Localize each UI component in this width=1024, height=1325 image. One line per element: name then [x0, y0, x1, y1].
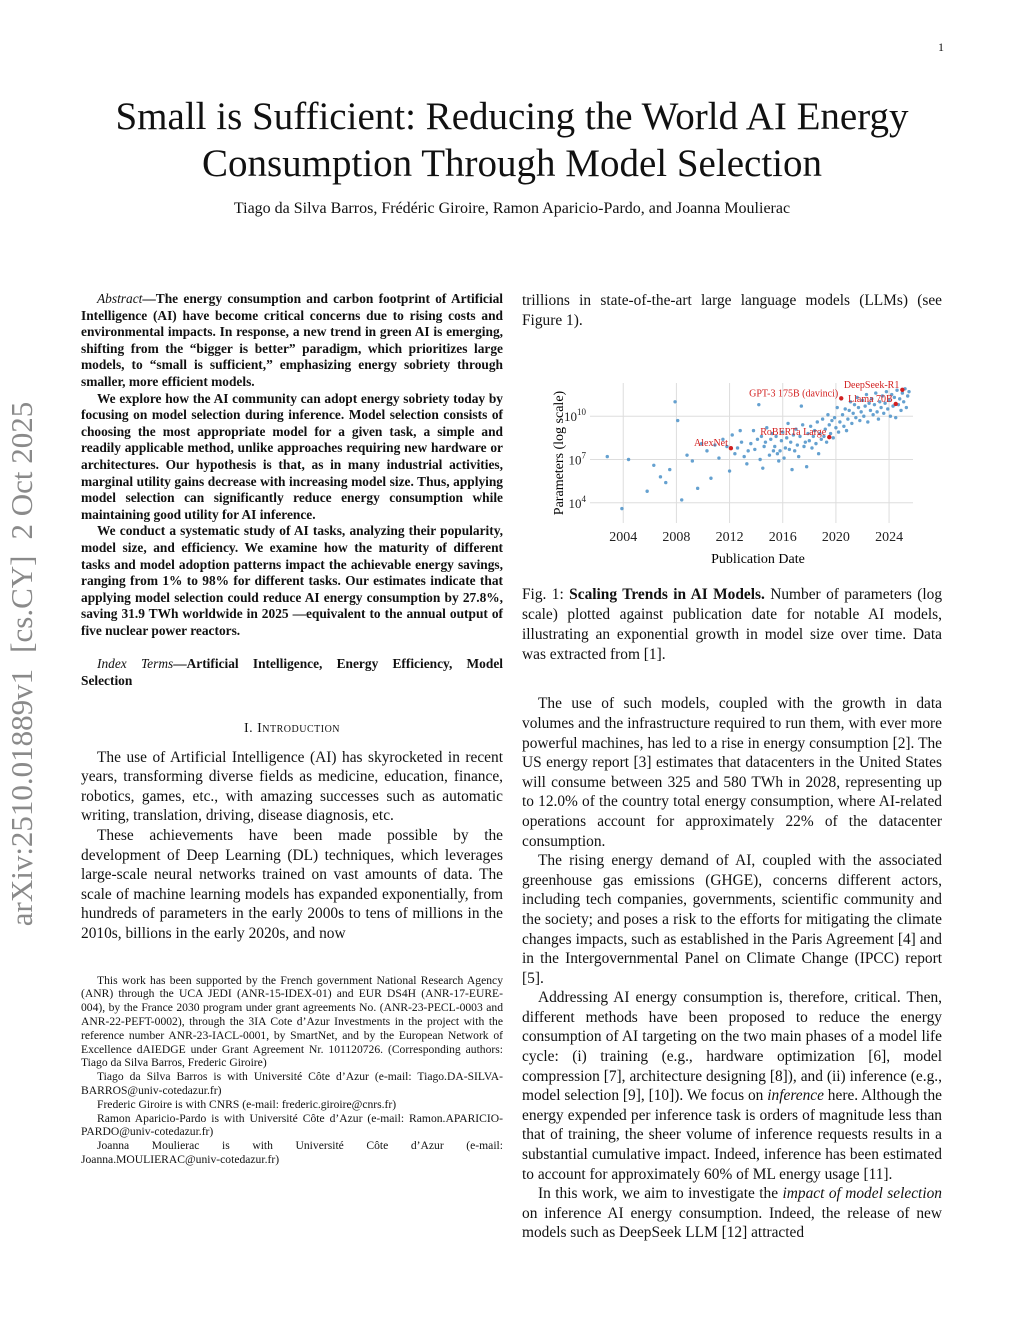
data-point [850, 422, 853, 425]
data-point [673, 400, 676, 403]
abstract-paragraph-3: We conduct a systematic study of AI tasks, analyzing their popularity, model size, and efficiency. We examine how the maturity of different tasks and model adoption patterns impact the achievable energy savings, ranging from 1% to 98% for different tasks. Our estimates indicate that applying model selection could reduce AI energy consumption by 27.8%, saving 31.9 TWh worldwide in 2025 —equivalent to the annual output of five nuclear power reactors. [81, 523, 503, 638]
data-point [664, 481, 667, 484]
highlight-point [839, 396, 843, 400]
data-point [659, 475, 662, 478]
arxiv-id: arXiv:2510.01889v1 [4, 668, 39, 927]
data-point [907, 390, 910, 393]
data-point [886, 407, 889, 410]
data-point [858, 419, 861, 422]
data-point [842, 425, 845, 428]
chart-points [606, 387, 911, 510]
data-point [757, 403, 760, 406]
data-point [838, 420, 841, 423]
intro-paragraph-1: The use of Artificial Intelligence (AI) has skyrocketed in recent years, transforming diverse fields as medicine, education, finance, robotics, games, etc., with amazing successes such as automatic writing, translation, driving, disease diagnosis, etc. [81, 748, 503, 825]
data-point [789, 441, 792, 444]
data-point [857, 406, 860, 409]
data-point [780, 439, 783, 442]
data-point [826, 413, 829, 416]
data-point [871, 413, 874, 416]
data-point [841, 413, 844, 416]
data-point [739, 429, 742, 432]
data-point [645, 490, 648, 493]
annotation-label: RoBERTa Large [760, 427, 827, 439]
abstract-paragraph-2: We explore how the AI community can adopt energy sobriety today by focusing on model selection during inference. Model selection consists of choosing the most appropriate model for a given task, a simple and readily applicable method, unlike approaches requiring new hardware or architectures. Our hypothesis is that, as in many industrial activities, marginal utility gains decrease with increasing model size. Thus, applying model selection can significantly reduce energy consumption while maintaining good utility for AI inference. [81, 390, 503, 522]
data-point [705, 449, 708, 452]
data-point [746, 449, 749, 452]
annotation-label: DeepSeek-R1 [843, 379, 900, 391]
right-body [522, 694, 942, 1243]
data-point [893, 396, 896, 399]
data-point [834, 426, 837, 429]
y-tick-label: $10^7$ [568, 450, 586, 468]
data-point [802, 445, 805, 448]
section-heading-introduction: I. Introduction [243, 720, 341, 736]
data-point [859, 410, 862, 413]
data-point [620, 507, 623, 510]
data-point [854, 416, 857, 419]
footnote-author-2: Frederic Giroire is with CNRS (e-mail: frederic.giroire@cnrs.fr) [97, 1097, 397, 1111]
data-point [889, 415, 892, 418]
data-point [902, 400, 905, 403]
index-terms-label: Index Terms [97, 656, 174, 672]
y-axis-label: Parameters (log scale) [552, 390, 567, 516]
data-point [882, 412, 885, 415]
data-point [804, 441, 807, 444]
data-point [772, 449, 775, 452]
data-point [717, 457, 720, 460]
data-point [676, 419, 679, 422]
abstract-label: Abstract [97, 291, 143, 306]
data-point [846, 418, 849, 421]
figure-caption: Fig. 1: Scaling Trends in AI Models. Number of parameters (log scale) plotted against publication date for notable AI models, illustrating an exponential growth in model size over time. Data was extracted from [1]. [522, 586, 943, 663]
footnote-author-3: Ramon Aparicio-Pardo is with Université Côte d’Azur (e-mail: Ramon.APARICIO-PARDO@univ-cotedazur.fr) [81, 1111, 503, 1139]
data-point [731, 433, 734, 436]
intro-paragraph-2: These achievements have been made possible by the development of Deep Learning (DL) techniques, which leverages large-scale neural networks trained on vast amounts of data. The scale of machine learning models has expanded exponentially, from hundreds of parameters in the early 2000s to tens of millions in the 2010s, billions in the early 2020s, and now [81, 827, 503, 942]
data-point [784, 446, 787, 449]
data-point [768, 454, 771, 457]
data-point [845, 429, 848, 432]
author-list: Tiago da Silva Barros, Frédéric Giroire, Ramon Aparicio-Pardo, and Joanna Moulierac [233, 200, 791, 217]
data-point [788, 448, 791, 451]
scatter-chart [535, 375, 927, 565]
right-paragraph-3: Addressing AI energy consumption is, therefore, critical. Then, different methods have been proposed to reduce the energy consumption of AI targeting on the two main phases of a model life cycle: (i) training (e.g., hardware optimization [6], model compression [7], architecture designing [8]), and (ii) inference (e.g., model selection [9], [10]). We focus on inference here. Although the energy expended per inference task is orders of magnitude less than that of training, the sheer volume of inference requests results in a substantial cumulative impact. Indeed, inference has been estimated to account for approximately 60% of ML energy usage [11]. [522, 989, 942, 1183]
title-line-2: Consumption Through Model Selection [201, 142, 822, 185]
caption-title: Scaling Trends in AI Models. [569, 586, 765, 604]
data-point [749, 442, 752, 445]
title-line-1: Small is Sufficient: Reducing the World AI Energy [115, 95, 909, 138]
data-point [752, 429, 755, 432]
data-point [762, 445, 765, 448]
x-tick-label: 2016 [768, 530, 797, 546]
highlight-point [827, 435, 831, 439]
x-tick-label: 2024 [875, 530, 904, 546]
data-point [800, 405, 803, 408]
annotation-label: Llama 70B [848, 394, 893, 406]
data-point [753, 448, 756, 451]
x-axis-label: Publication Date [711, 552, 805, 566]
data-point [627, 458, 630, 461]
data-point [691, 459, 694, 462]
data-point [790, 468, 793, 471]
data-point [805, 465, 808, 468]
data-point [817, 452, 820, 455]
data-point [862, 415, 865, 418]
data-point [825, 441, 828, 444]
data-point [696, 487, 699, 490]
abstract [81, 291, 503, 639]
intro-paragraph-2-cont: trillions in state-of-the-art large language models (LLMs) (see Figure 1). [522, 292, 942, 329]
data-point [782, 457, 785, 460]
data-point [847, 409, 850, 412]
arxiv-stamp [2, 369, 42, 959]
arxiv-category: [cs.CY] [4, 555, 39, 653]
data-point [668, 468, 671, 471]
data-point [709, 477, 712, 480]
data-point [764, 441, 767, 444]
x-tick-label: 2020 [821, 530, 850, 546]
data-point [736, 446, 739, 449]
data-point [906, 394, 909, 397]
x-tick-label: 2012 [715, 530, 744, 546]
data-point [894, 416, 897, 419]
left-column [81, 291, 503, 1167]
right-paragraph-2: The rising energy demand of AI, coupled with the associated greenhouse gas emissions (GHGE), concerns different actors, including tech companies, governments, scientific community and the society; and poses a risk to the efforts for mitigating the climate changes impacts, such as established in the Paris Agreement [4] and in the Intergovernmental Panel on Climate Change (IPCC) report [5]. [522, 852, 942, 987]
data-point [796, 444, 799, 447]
data-point [801, 423, 804, 426]
data-point [742, 455, 745, 458]
data-point [836, 406, 839, 409]
data-point [810, 446, 813, 449]
arxiv-date: 2 Oct 2025 [4, 401, 39, 540]
data-point [786, 422, 789, 425]
data-point [833, 416, 836, 419]
data-point [877, 418, 880, 421]
data-point [685, 454, 688, 457]
data-point [851, 412, 854, 415]
highlight-point [894, 402, 898, 406]
data-point [793, 449, 796, 452]
figure-1 [535, 375, 942, 570]
data-point [828, 423, 831, 426]
right-paragraph-1: The use of such models, coupled with the growth in data volumes and the infrastructure required to run them, with ever more powerful machines, has led to a rise in energy consumption [2]. The US energy report [3] estimates that datacenters in the United States will consume between 325 and 580 TWh in 2028, representing up to 12.0% of the country total energy consumption, where AI-related operations account for approximately 22% of the datacenter consumption. [522, 695, 942, 850]
data-point [680, 498, 683, 501]
footnote-author-1: Tiago da Silva Barros is with Université Côte d’Azur (e-mail: Tiago.DA-SILVA-BARROS@univ-cotedazur.fr) [81, 1070, 503, 1097]
index-terms: Index Terms—Artificial Intelligence, Energy Efficiency, Model Selection [81, 656, 503, 689]
data-point [740, 441, 743, 444]
annotation-label: AlexNet [694, 438, 728, 450]
data-point [898, 397, 901, 400]
right-column [522, 291, 942, 1243]
data-point [756, 438, 759, 441]
data-point [832, 436, 835, 439]
data-point [728, 470, 731, 473]
highlight-point [729, 446, 733, 450]
data-point [829, 432, 832, 435]
paper-title [60, 93, 964, 187]
data-point [821, 418, 824, 421]
x-tick-label: 2008 [662, 530, 691, 546]
data-point [866, 420, 869, 423]
data-point [758, 458, 761, 461]
data-point [879, 406, 882, 409]
data-point [733, 452, 736, 455]
data-point [761, 467, 764, 470]
data-point [777, 459, 780, 462]
chart-axes [564, 407, 903, 545]
data-point [869, 409, 872, 412]
data-point [778, 449, 781, 452]
y-tick-label: $10^{10}$ [564, 407, 586, 425]
data-point [816, 420, 819, 423]
data-point [773, 445, 776, 448]
page-number: 1 [938, 40, 944, 54]
annotation-label: GPT-3 175B (davinci) [749, 388, 839, 400]
right-paragraph-4: In this work, we aim to investigate the impact of model selection on inference AI energy consumption. Indeed, the release of new models such as DeepSeek LLM [12] attracted [522, 1185, 943, 1242]
data-point [844, 407, 847, 410]
data-point [606, 455, 609, 458]
data-point [905, 406, 908, 409]
x-tick-label: 2004 [609, 530, 638, 546]
abstract-paragraph-1: Abstract—The energy consumption and carbon footprint of Artificial Intelligence (AI) have become critical concerns due to rising costs and environmental impacts. In response, a new trend in green AI is emerging, shifting from the “bigger is better” paradigm, which prioritizes large models, to “small is sufficient,” emphasizing energy sobriety through smaller, more efficient models. [81, 291, 503, 389]
footnotes [81, 974, 503, 1167]
y-tick-label: $10^4$ [568, 493, 586, 511]
footnote-author-4: Joanna Moulierac is with Université Côte d’Azur (e-mail: Joanna.MOULIERAC@univ-cotedazur.fr) [81, 1139, 503, 1166]
highlight-point [900, 388, 904, 392]
intro-continuation [522, 291, 942, 330]
data-point [830, 419, 833, 422]
data-point [837, 431, 840, 434]
footnote-funding: This work has been supported by the French government National Research Agency (ANR) through the UCA JEDI (ANR-15-IDEX-01) and EUR DS4H (ANR-17-EURE-004), by the France 2030 program under grant agreements No. (ANR-23-PECL-0003 and ANR-22-PEFT-0002), through the 3IA Cote d’Azur Investments in the project with the reference number ANR-23-IACL-0001, by SmartNet, and by the European Network of Excellence dAIEDGE under Grant Agreement Nr. 101120726. (Corresponding authors: Tiago da Silva Barros, Frederic Giroire) [81, 973, 503, 1070]
data-point [776, 452, 779, 455]
data-point [652, 464, 655, 467]
data-point [808, 439, 811, 442]
intro-body [81, 748, 503, 944]
data-point [745, 462, 748, 465]
data-point [814, 442, 817, 445]
data-point [899, 409, 902, 412]
data-point [875, 410, 878, 413]
data-point [797, 455, 800, 458]
